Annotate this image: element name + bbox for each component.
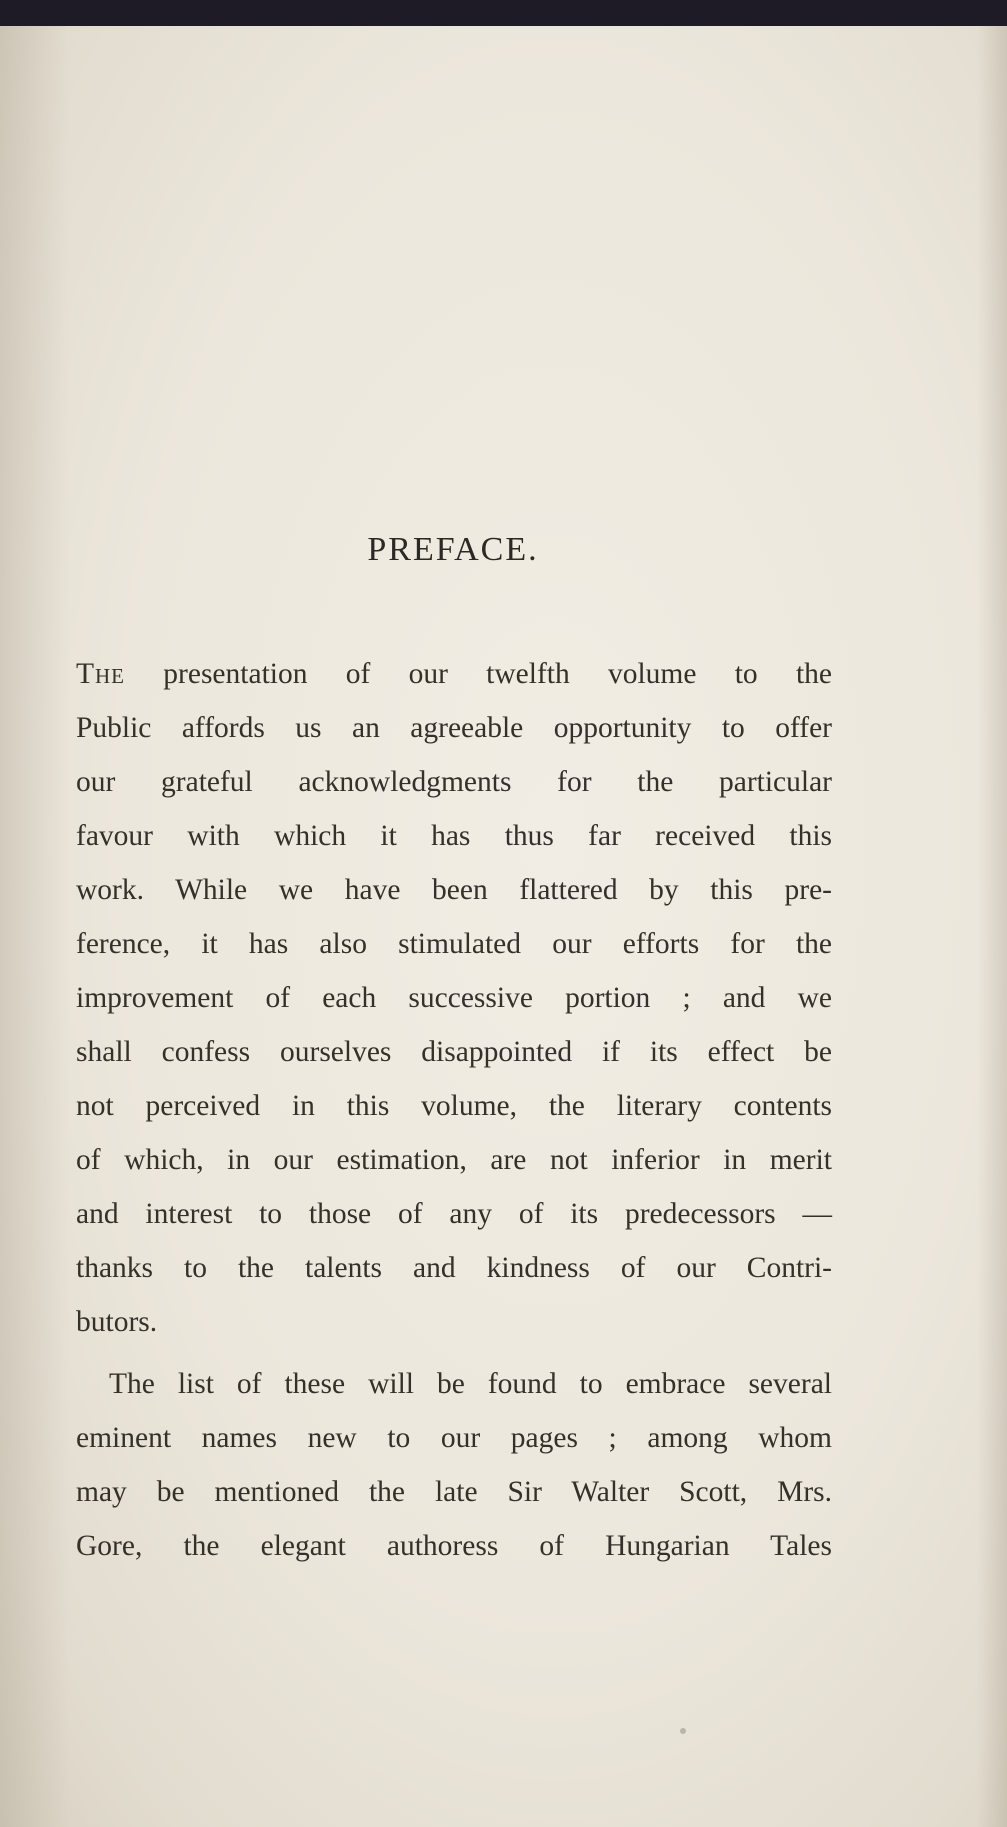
- text-line: Public affords us an agreeable opportunity to offer: [76, 712, 832, 744]
- text-line: and interest to those of any of its predecessors —: [76, 1198, 832, 1230]
- line-text: presentation of our twelfth volume to the: [125, 658, 832, 690]
- text-line: favour with which it has thus far received this: [76, 820, 832, 852]
- text-line: not perceived in this volume, the literary contents: [76, 1090, 832, 1122]
- text-line: our grateful acknowledgments for the particular: [76, 766, 832, 798]
- text-line: Gore, the elegant authoress of Hungarian Tales: [76, 1530, 832, 1562]
- text-line: eminent names new to our pages ; among whom: [76, 1422, 832, 1454]
- text-line: of which, in our estimation, are not inferior in merit: [76, 1144, 832, 1176]
- text-line: thanks to the talents and kindness of our Contri-: [76, 1252, 832, 1284]
- paper-speck: [680, 1728, 686, 1734]
- text-line: work. While we have been flattered by this pre-: [76, 874, 832, 906]
- drop-word: The: [76, 658, 126, 690]
- text-line: butors.: [76, 1306, 158, 1338]
- text-line: shall confess ourselves disappointed if its effect be: [76, 1036, 832, 1068]
- book-page: [0, 26, 1007, 1827]
- paragraph-gap: [76, 1349, 832, 1357]
- text-line: [76, 647, 832, 701]
- page-title: PREFACE.: [367, 531, 539, 568]
- text-line: may be mentioned the late Sir Walter Scott, Mrs.: [76, 1476, 832, 1508]
- preface-body: [76, 647, 832, 1573]
- show-through-text: [80, 236, 860, 512]
- text-line: improvement of each successive portion ; and we: [76, 982, 832, 1014]
- text-line: The list of these will be found to embrace several: [109, 1368, 832, 1400]
- text-line: ference, it has also stimulated our efforts for the: [76, 928, 832, 960]
